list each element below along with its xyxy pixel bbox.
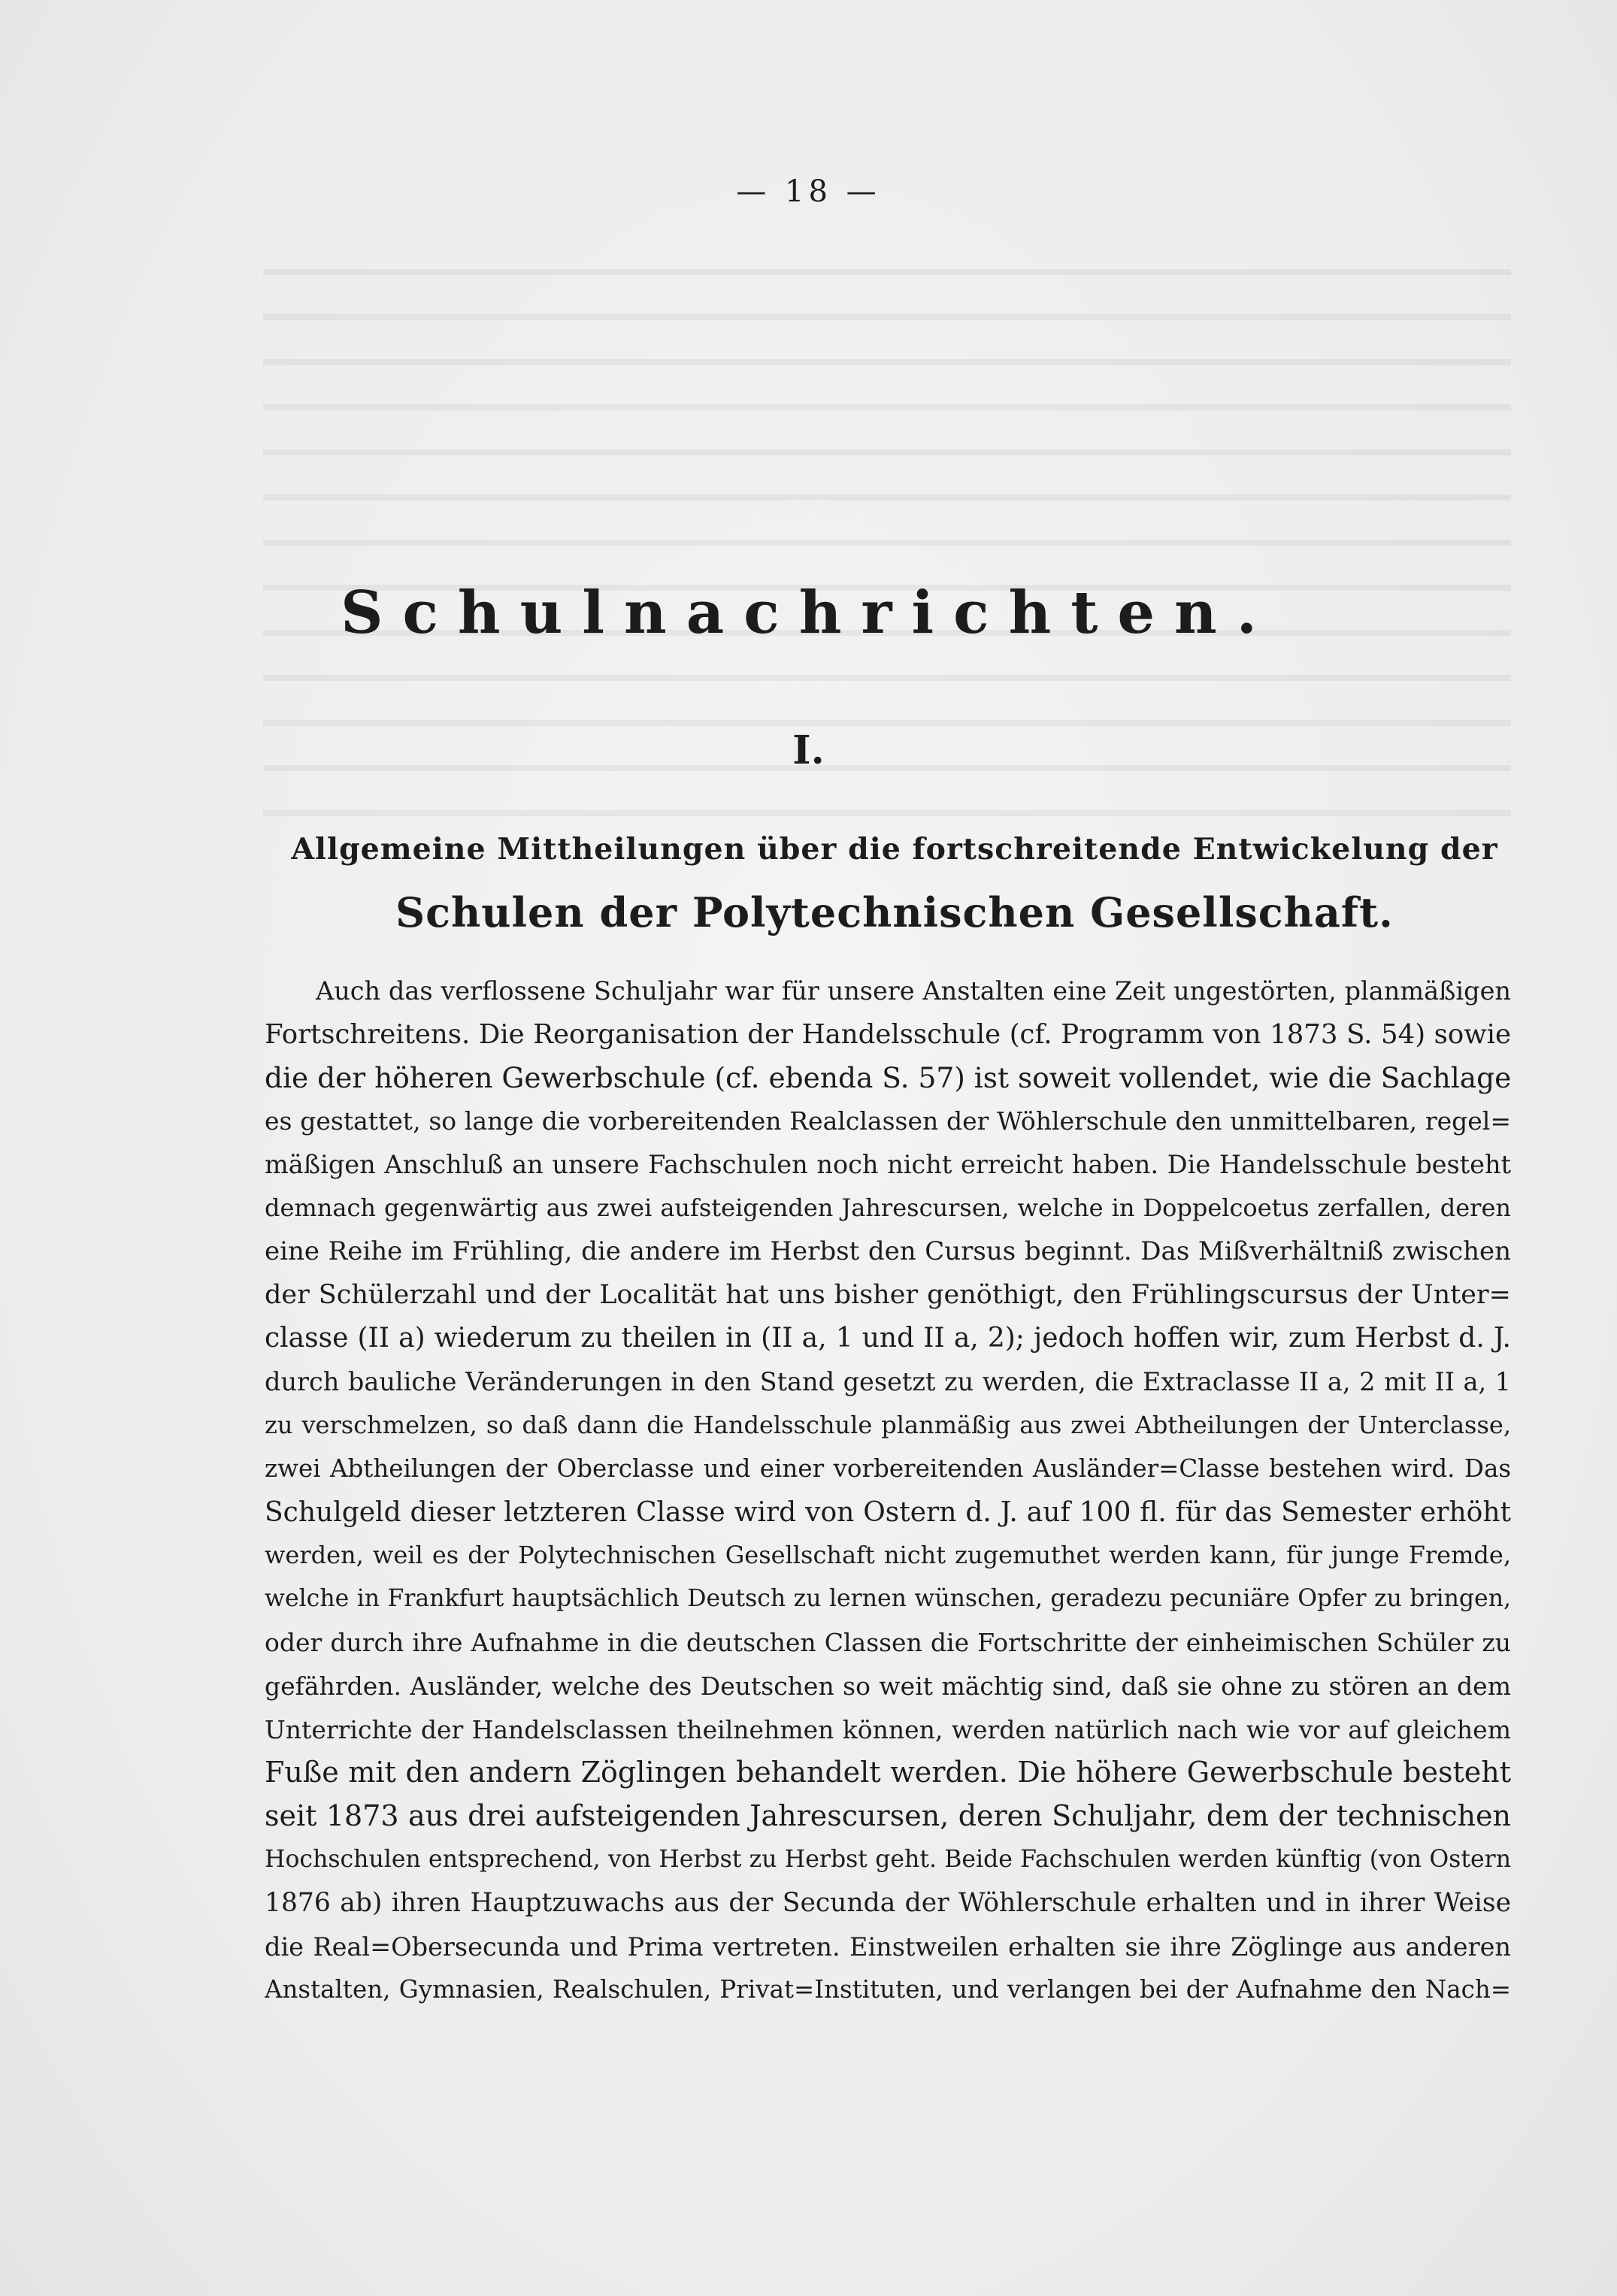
text-line: 1876 ab) ihren Hauptzuwachs aus der Secunda der Wöhlerschule erhalten und in ihrer Weise xyxy=(265,1887,1511,1918)
text-line: classe (II a) wiederum zu theilen in (II a, 1 und II a, 2); jedoch hoffen wir, zum Herbst d. J. xyxy=(265,1323,1511,1354)
text-line: demnach gegenwärtig aus zwei aufsteigenden Jahrescursen, welche in Doppelcoetus zerfallen, deren xyxy=(265,1193,1511,1222)
text-line: zu verschmelzen, so daß dann die Handelsschule planmäßig aus zwei Abtheilungen der Unterclasse, xyxy=(265,1410,1511,1439)
text-line: welche in Frankfurt hauptsächlich Deutsch zu lernen wünschen, geradezu pecuniäre Opfer zu bringen, xyxy=(265,1585,1511,1613)
section-heading xyxy=(286,818,1503,944)
text-line: die Real=Obersecunda und Prima vertreten. Einstweilen erhalten sie ihre Zöglinge aus anderen xyxy=(265,1931,1511,1962)
text-line: Hochschulen entsprechend, von Herbst zu Herbst geht. Beide Fachschulen werden künftig (von Ostern xyxy=(265,1845,1511,1873)
text-line: Anstalten, Gymnasien, Realschulen, Privat=Instituten, und verlangen bei der Aufnahme den Nach= xyxy=(265,1975,1511,2004)
text-line: eine Reihe im Frühling, die andere im Herbst den Cursus beginnt. Das Mißverhältniß zwischen xyxy=(265,1236,1511,1266)
text-line: gefährden. Ausländer, welche des Deutschen so weit mächtig sind, daß sie ohne zu stören an dem xyxy=(265,1671,1511,1701)
text-line: oder durch ihre Aufnahme in die deutschen Classen die Fortschritte der einheimischen Schüler zu xyxy=(265,1627,1511,1657)
text-line: seit 1873 aus drei aufsteigenden Jahrescursen, deren Schuljahr, dem der technischen xyxy=(265,1799,1511,1833)
text-line: zwei Abtheilungen der Oberclasse und einer vorbereitenden Ausländer=Classe bestehen wird. Das xyxy=(265,1454,1511,1483)
text-line: der Schülerzahl und der Localität hat uns bisher genöthigt, den Frühlingscursus der Unter= xyxy=(265,1279,1511,1310)
text-line: Auch das verflossene Schuljahr war für unsere Anstalten eine Zeit ungestörten, planmäßigen xyxy=(316,976,1511,1006)
text-line: mäßigen Anschluß an unsere Fachschulen noch nicht erreicht haben. Die Handelsschule besteht xyxy=(265,1150,1511,1180)
body-paragraph xyxy=(265,970,1511,2012)
page-number: — 18 — xyxy=(736,174,881,209)
text-line: Unterrichte der Handelsclassen theilnehmen können, werden natürlich nach wie vor auf gleichem xyxy=(265,1714,1511,1744)
text-line: Schulgeld dieser letzteren Classe wird von Ostern d. J. auf 100 fl. für das Semester erhöht xyxy=(265,1496,1511,1528)
text-line: werden, weil es der Polytechnischen Gesellschaft nicht zugemuthet werden kann, für junge Fremde, xyxy=(265,1541,1511,1570)
section-heading-line: Schulen der Polytechnischen Gesellschaft. xyxy=(395,888,1394,936)
text-line: Fuße mit den andern Zöglingen behandelt werden. Die höhere Gewerbschule besteht xyxy=(265,1756,1511,1789)
text-line: Fortschreitens. Die Reorganisation der Handelsschule (cf. Programm von 1873 S. 54) sowie xyxy=(265,1018,1511,1050)
text-line: die der höheren Gewerbschule (cf. ebenda S. 57) ist soweit vollendet, wie die Sachlage xyxy=(265,1060,1511,1094)
section-heading-line: Allgemeine Mittheilungen über die fortschreitende Entwickelung der xyxy=(291,832,1498,867)
section-numeral: I. xyxy=(792,728,825,773)
text-line: es gestattet, so lange die vorbereitenden Realclassen der Wöhlerschule den unmittelbaren, regel= xyxy=(265,1106,1511,1136)
text-line: durch bauliche Veränderungen in den Stand gesetzt zu werden, die Extraclasse II a, 2 mit II a, 1 xyxy=(265,1367,1511,1397)
page-title: Schulnachrichten. xyxy=(341,579,1276,647)
